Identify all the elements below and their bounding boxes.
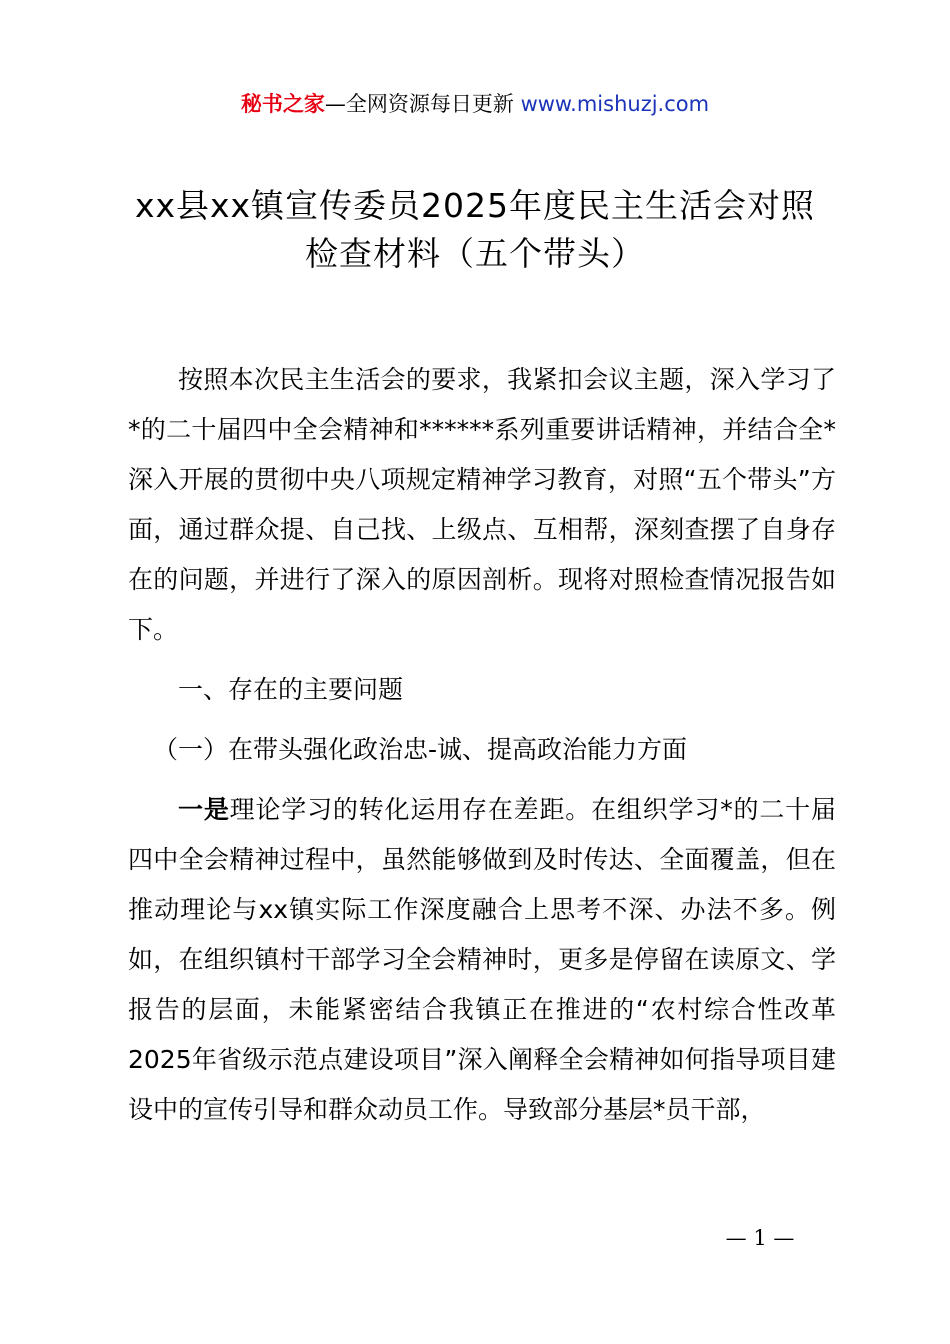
brand-name: 秘书之家 (240, 92, 325, 116)
site-banner (0, 88, 950, 120)
title-line-1: xx县xx镇宣传委员2025年度民主生活会对照 (134, 186, 816, 225)
document-title (100, 182, 850, 278)
point-paragraph (128, 785, 836, 1135)
banner-tagline: —全网资源每日更新 (324, 92, 514, 116)
title-line-2: 检查材料（五个带头） (305, 234, 645, 273)
subsection-heading: （一）在带头强化政治忠-诚、提高政治能力方面 (153, 735, 688, 764)
intro-paragraph: 按照本次民主生活会的要求，我紧扣会议主题，深入学习了*的二十届四中全会精神和******系列重要讲话精神，并结合全*深入开展的贯彻中央八项规定精神学习教育，对照“五个带头”方面，通过群众提、自己找、上级点、互相帮，深刻查摆了自身存在的问题，并进行了深入的原因剖析。现将对照检查情况报告如下。 (128, 365, 836, 644)
document-body (128, 355, 836, 1135)
section-heading: 一、存在的主要问题 (178, 675, 404, 704)
banner-url[interactable]: www.mishuzj.com (520, 92, 710, 116)
page-number: — 1 — (725, 1226, 795, 1250)
point-text: 理论学习的转化运用存在差距。在组织学习*的二十届四中全会精神过程中，虽然能够做到及时传达、全面覆盖，但在推动理论与xx镇实际工作深度融合上思考不深、办法不多。例如，在组织镇村干部学习全会精神时，更多是停留在读原文、学报告的层面，未能紧密结合我镇正在推进的“农村综合性改革2025年省级示范点建设项目”深入阐释全会精神如何指导项目建设中的宣传引导和群众动员工作。导致部分基层*员干部， (128, 795, 836, 1124)
point-lead: 一是 (178, 795, 230, 824)
